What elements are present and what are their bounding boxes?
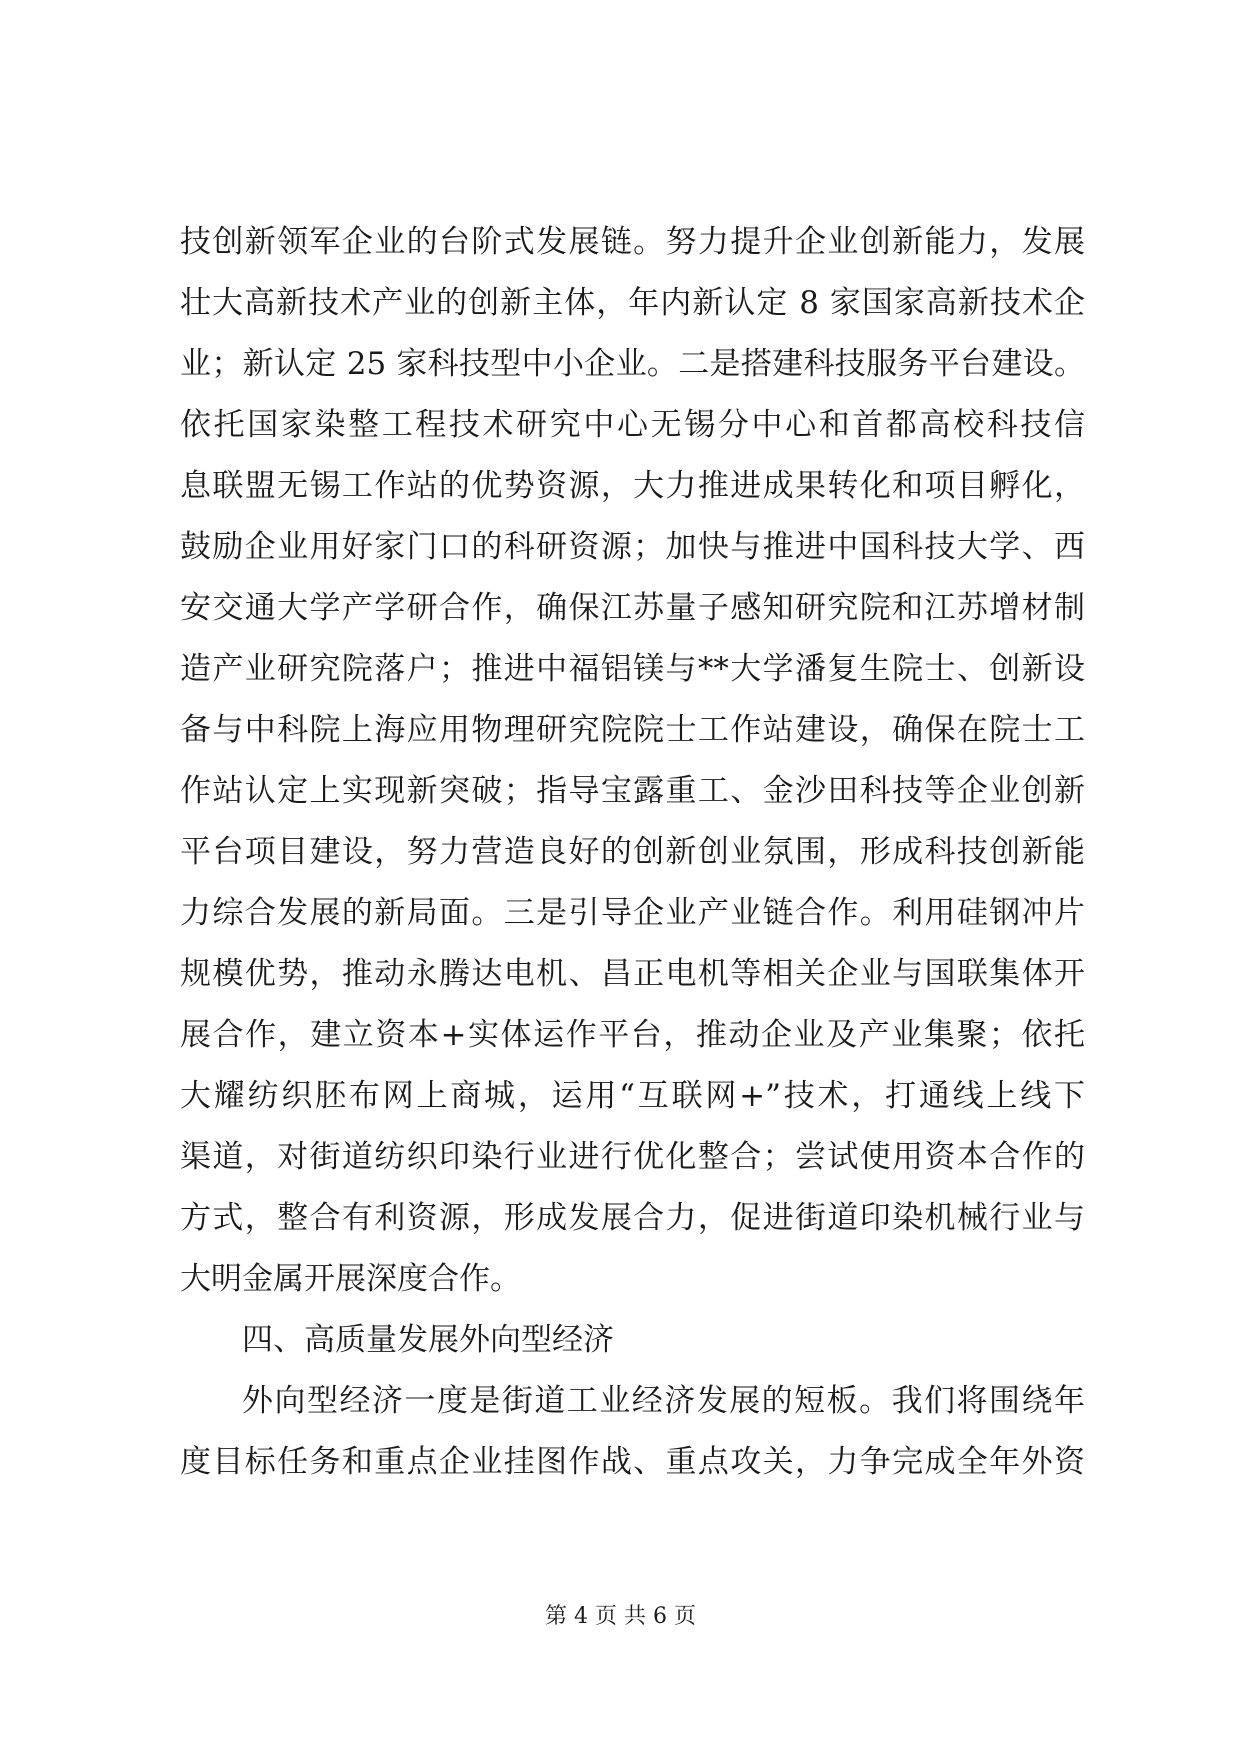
text-line: 鼓励企业用好家门口的科研资源；加快与推进中国科技大学、西 [180,529,1085,565]
text-line: 大耀纺织胚布网上商城，运用“互联网+”技术，打通线上线下 [180,1078,1085,1114]
text-line: 方式，整合有利资源，形成发展合力，促进街道印染机械行业与 [180,1200,1085,1236]
text-line: 渠道，对街道纺织印染行业进行优化整合；尝试使用资本合作的 [180,1139,1085,1175]
text-line: 规模优势，推动永腾达电机、昌正电机等相关企业与国联集体开 [180,956,1085,992]
text-line: 壮大高新技术产业的创新主体，年内新认定 8 家国家高新技术企 [180,285,1085,321]
text-line: 备与中科院上海应用物理研究院院士工作站建设，确保在院士工 [180,712,1085,748]
text-line: 业；新认定 25 家科技型中小企业。二是搭建科技服务平台建设。 [180,346,1085,382]
text-line: 平台项目建设，努力营造良好的创新创业氛围，形成科技创新能 [180,834,1085,870]
page-number-footer: 第 4 页 共 6 页 [545,1604,696,1629]
text-line: 安交通大学产学研合作，确保江苏量子感知研究院和江苏增材制 [180,590,1085,626]
text-line: 大明金属开展深度合作。 [180,1261,521,1297]
text-line: 技创新领军企业的台阶式发展链。努力提升企业创新能力，发展 [180,224,1085,260]
text-line: 外向型经济一度是街道工业经济发展的短板。我们将围绕年 [242,1383,1085,1419]
text-line: 度目标任务和重点企业挂图作战、重点攻关，力争完成全年外资 [180,1444,1085,1480]
body-text [180,212,1085,1493]
text-line: 息联盟无锡工作站的优势资源，大力推进成果转化和项目孵化， [180,468,1085,504]
text-line: 依托国家染整工程技术研究中心无锡分中心和首都高校科技信 [180,407,1085,443]
text-line: 展合作，建立资本+实体运作平台，推动企业及产业集聚；依托 [180,1017,1085,1053]
text-line: 力综合发展的新局面。三是引导企业产业链合作。利用硅钢冲片 [180,895,1085,931]
text-line: 作站认定上实现新突破；指导宝露重工、金沙田科技等企业创新 [180,773,1085,809]
section-heading: 四、高质量发展外向型经济 [242,1322,614,1358]
text-line: 造产业研究院落户；推进中福铝镁与**大学潘复生院士、创新设 [180,651,1085,687]
